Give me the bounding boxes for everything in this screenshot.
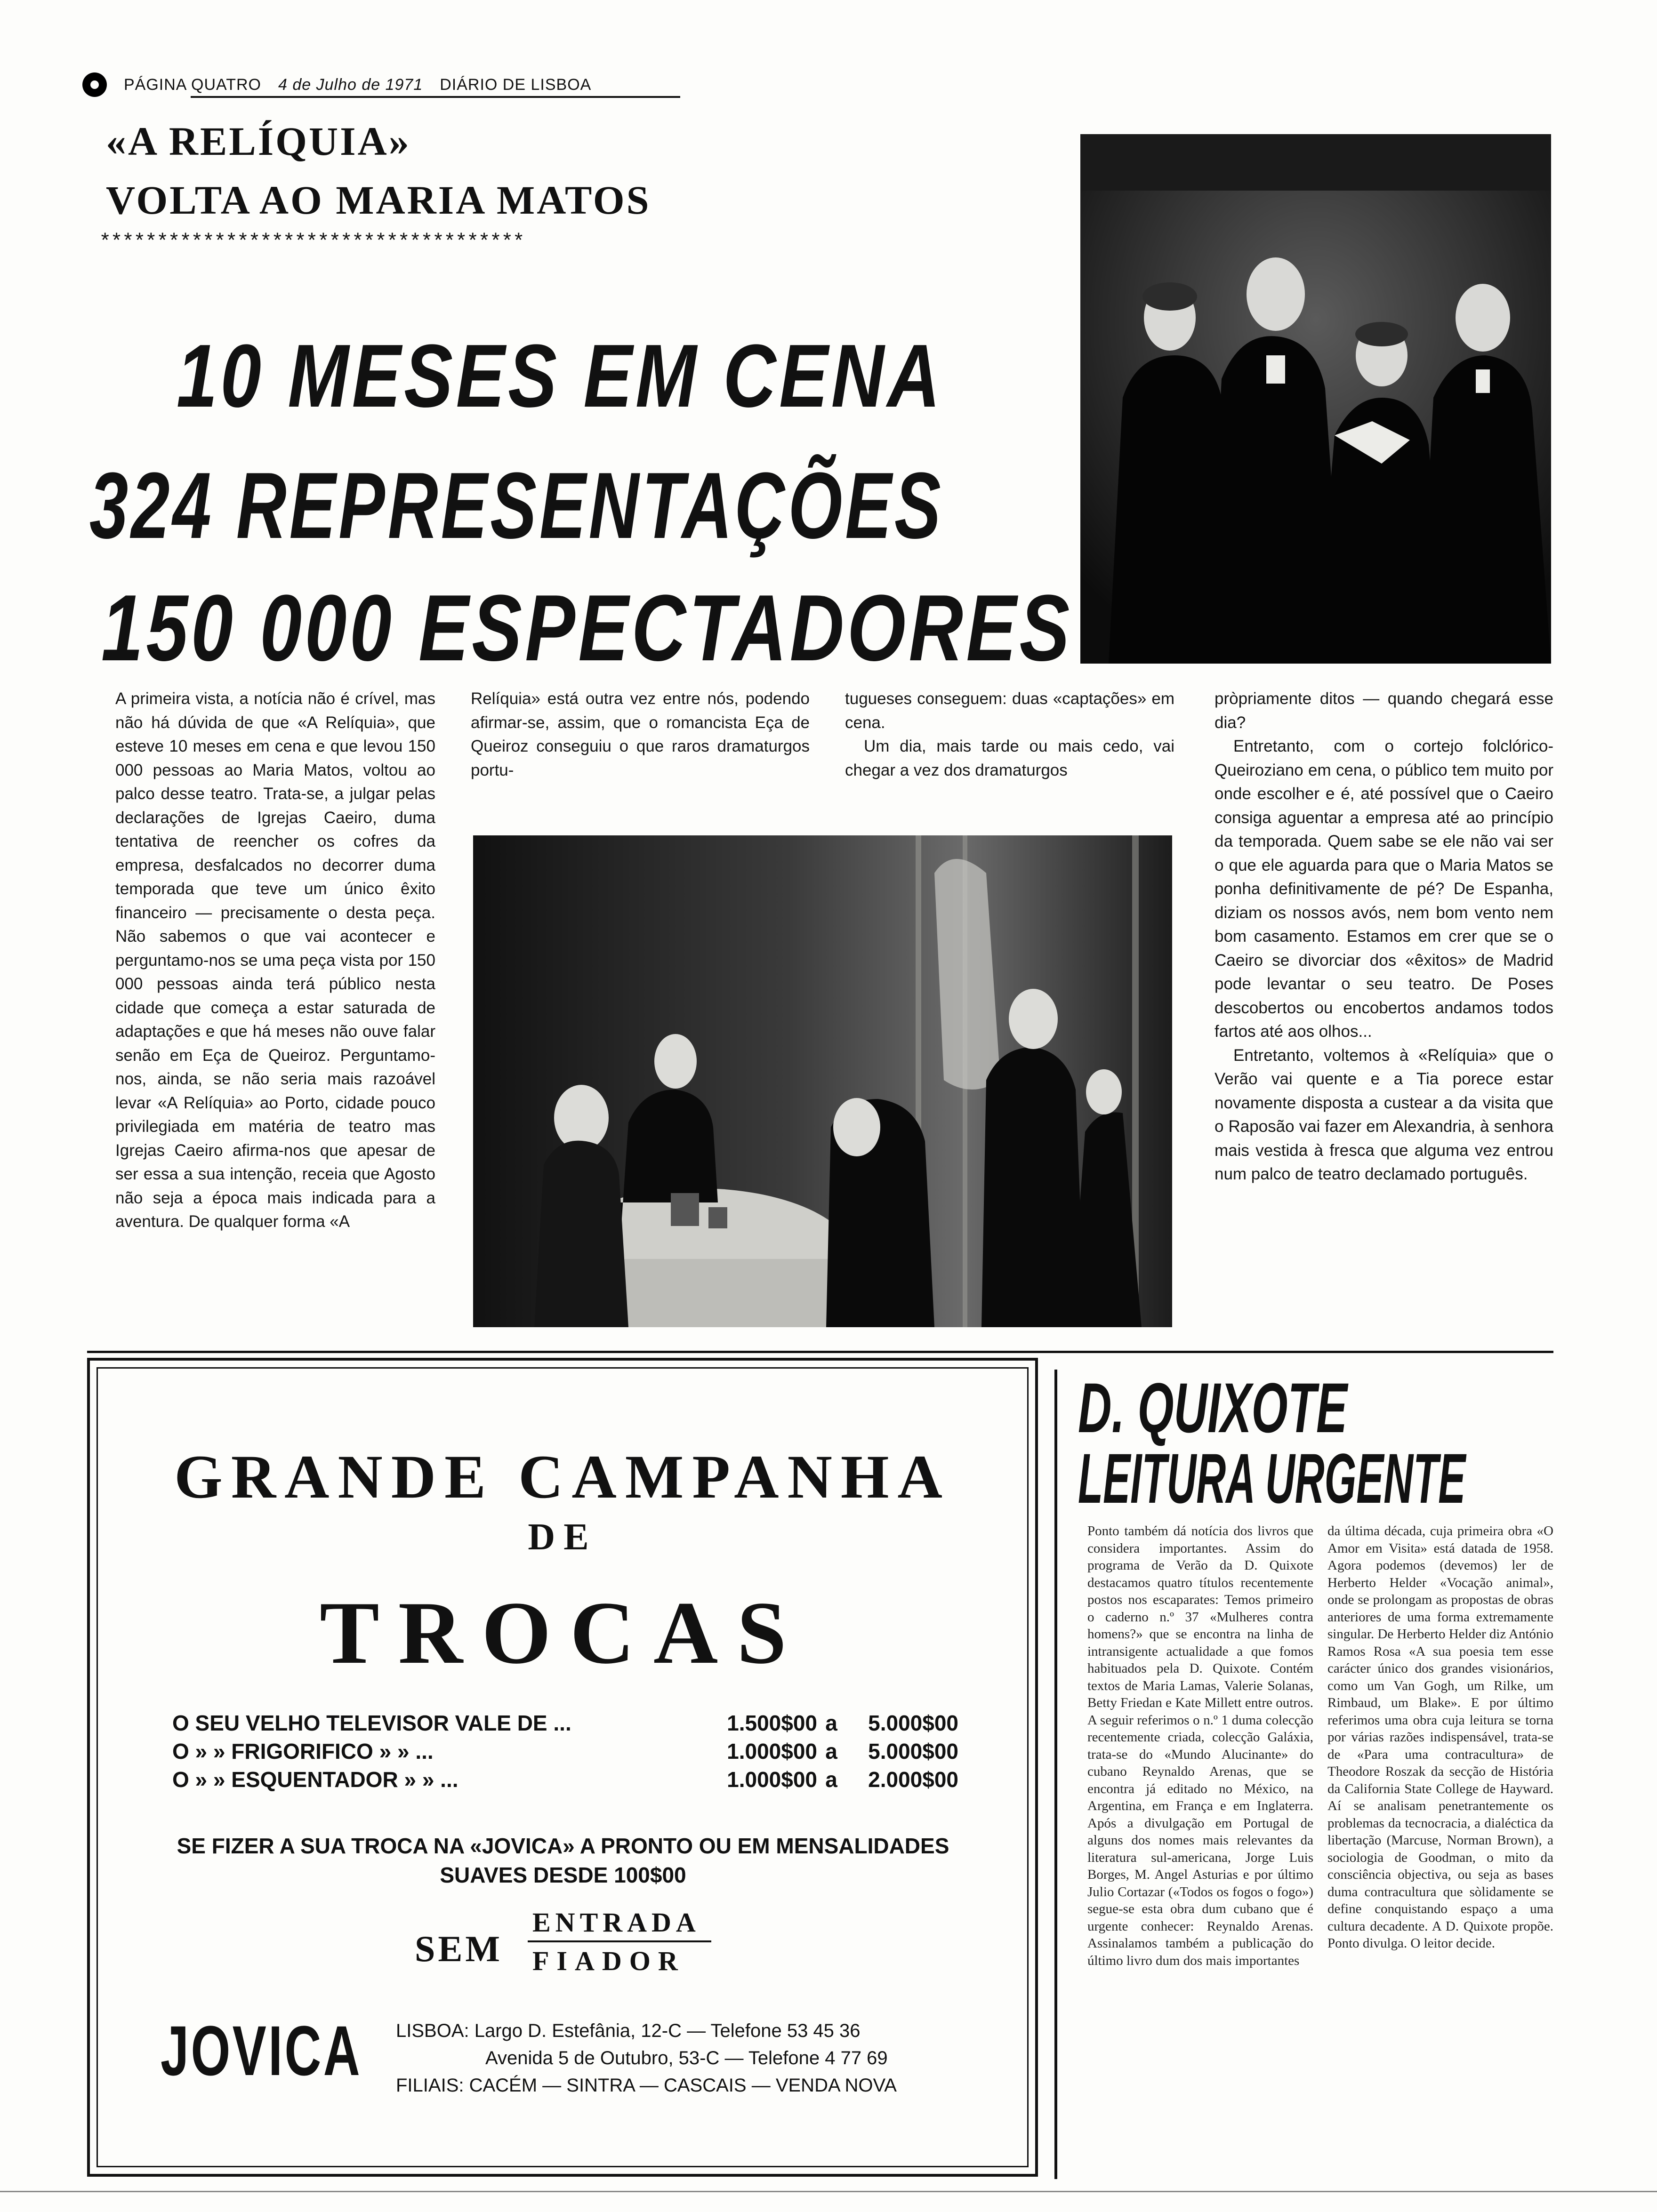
entrada-label: ENTRADA bbox=[532, 1907, 700, 1938]
address-filiais: FILIAIS: CACÉM — SINTRA — CASCAIS — VENDA NOVA bbox=[396, 2075, 897, 2096]
price-from: 1.000$00 bbox=[727, 1739, 817, 1763]
price-row bbox=[172, 1709, 973, 1737]
price-row bbox=[172, 1737, 973, 1765]
article-column-3 bbox=[845, 687, 1174, 782]
price-to: 5.000$00 bbox=[868, 1711, 958, 1735]
fraction-bar bbox=[528, 1940, 711, 1942]
section-rule bbox=[87, 1351, 1553, 1353]
bullet-icon bbox=[82, 72, 107, 97]
ad-title-line1: GRANDE CAMPANHA bbox=[174, 1442, 951, 1511]
quixote-column-1 bbox=[1087, 1523, 1313, 1969]
price-row bbox=[172, 1765, 973, 1794]
newspaper-name: DIÁRIO DE LISBOA bbox=[440, 75, 592, 94]
price-sep: a bbox=[825, 1767, 837, 1792]
article-paragraph: A primeira vista, a notícia não é crível, mas não há dúvida de que «A Relíquia», que esteve 10 meses em cena e que levou 150 000 pessoas ao Maria Matos, voltou ao palco desse teatro. Trata-se, a julgar pelas declarações de Igrejas Caeiro, duma tentativa de reencher os cofres da empresa, desfalcados no decorrer duma temporada que teve um único êxito financeiro — precisamente o desta peça. Não sabemos o que vai acontecer e perguntamo-nos se uma peça vista por 150 000 pessoas ainda terá público nesta cidade que começa a estar saturada de adaptações e que há meses não ouve falar senão em Eça de Queiroz. Perguntamo-nos, ainda, se não seria mais razoável levar «A Relíquia» ao Porto, cidade pouco privilegiada em matéria de teatro mas Igrejas Caeiro afirma-nos que apesar de ser essa a sua intenção, receia que Agosto não seja a época mais indicada para a aventura. De qualquer forma «A bbox=[115, 689, 435, 1231]
article-title-line2: VOLTA AO MARIA MATOS bbox=[106, 177, 651, 223]
headline-line1: 10 MESES EM CENA bbox=[177, 326, 943, 426]
quixote-headline-2: LEITURA URGENTE bbox=[1078, 1439, 1466, 1518]
column-rule bbox=[1054, 1370, 1057, 2179]
quixote-headline-1: D. QUIXOTE bbox=[1078, 1368, 1348, 1447]
fiador-label: FIADOR bbox=[532, 1946, 685, 1976]
page-header bbox=[82, 71, 680, 99]
article-title-line1: «A RELÍQUIA» bbox=[106, 119, 411, 164]
page-bottom-rule bbox=[0, 2191, 1657, 2192]
ad-payment-note: SE FIZER A SUA TROCA NA «JOVICA» A PRONTO OU EM MENSALIDADES SUAVES DESDE 100$00 bbox=[177, 1834, 949, 1887]
quixote-paragraph: Ponto também dá notícia dos livros que considera importantes. Assim do programa de Verão da D. Quixote destacamos quatro títulos recentemente postos nos escaparates: Temos primeiro o caderno n.º 37 «Mulheres contra homens?» que se encontra na linha de intransigente actualidade a que fomos habituados pela D. Quixote. Contém textos de Maria Lamas, Valerie Solanas, Betty Friedan e Kate Millett entre outros. A seguir referimos o n.º 1 duma colecção recentemente criada, colecção Galáxia, trata-se do «Mundo Alucinante» do cubano Reynaldo Arenas, que se encontra já editado no México, na Argentina, em França e em Inglaterra. Após a divulgação em Portugal de alguns dos nomes mais relevantes da literatura sul-americana, Jorge Luis Borges, M. Angel Asturias e por último Julio Cortazar («Todos os fogos o fogo») segue-se esta obra dum cubano que é urgente conhecer: Reynaldo Arenas. Assinalamos também a publicação do último livro dum dos mais importantes bbox=[1087, 1523, 1313, 1968]
address-lisboa: LISBOA: Largo D. Estefânia, 12-C — Telefone 53 45 36 bbox=[396, 2020, 861, 2041]
middle-photo bbox=[473, 835, 1172, 1327]
price-sep: a bbox=[825, 1711, 837, 1735]
sem-entrada-fiador bbox=[415, 1907, 716, 1982]
article-paragraph: Relíquia» está outra vez entre nós, podendo afirmar-se, assim, que o romancista Eça de Queiroz conseguiu o que raros dramaturgos portu- bbox=[471, 689, 810, 779]
jovica-logo: JOVICA bbox=[161, 2011, 362, 2090]
headline-line3: 150 000 ESPECTADORES bbox=[101, 576, 1073, 681]
ad-title-line2: DE bbox=[528, 1516, 597, 1558]
jovica-advertisement bbox=[87, 1358, 1038, 2177]
star-divider: ************************************* bbox=[99, 231, 524, 254]
price-from: 1.500$00 bbox=[727, 1711, 817, 1735]
issue-date: 4 de Julho de 1971 bbox=[278, 75, 423, 94]
sem-label: SEM bbox=[415, 1928, 503, 1969]
article-paragraph: Entretanto, voltemos à «Relíquia» que o Verão vai quente e a Tia porece estar novamente disposta a custear a da visita que o Raposão vai fazer em Alexandria, à senhora mais vestida à fresca que alguma vez entrou num palco de teatro declamado português. bbox=[1215, 1046, 1553, 1183]
quixote-paragraph: da última década, cuja primeira obra «O Amor em Visita» está datada de 1958. Agora podemos (devemos) ler de Herberto Helder «Vocação animal», onde se prolongam as propostas de obras anteriores de uma forma extremamente singular. De Herberto Helder diz António Ramos Rosa «A sua poesia tem esse carácter único dos grandes visionários, como um Van Gogh, um Rilke, um Rimbaud, um Blake». E por último referimos uma obra cuja leitura se torna por várias razões indispensável, trata-se de «Para uma contracultura» de Theodore Roszak da secção de História da California State College de Hayward. Aí se analisam penetrantemente os problemas da tecnocracia, a dialéctica da libertação (Marcuse, Norman Brown), a sociologia de Goodman, o mito da consciência objectiva, ou seja as bases duma contracultura que sòlidamente se define conquistando espaço a uma cultura decadente. A D. Quixote propõe. Ponto divulga. O leitor decide. bbox=[1327, 1523, 1553, 1951]
quixote-column-2 bbox=[1327, 1523, 1553, 1952]
article-paragraph: Entretanto, com o cortejo folclórico-Queiroziano em cena, o público tem muito por onde escolher e é, até possível que o Caeiro consiga aguentar a empresa até ao princípio da temporada. Quem sabe se ele não vai ser o que ele aguarda para que o Maria Matos se ponha definitivamente de pé? De Espanha, diziam os nossos avós, nem bom vento nem bom casamento. Estamos em crer que se o Caeiro se divorciar dos «êxitos» de Madrid pode levantar o seu teatro. De Poses descobertos ou encobertos andamos todos fartos até aos olhos... bbox=[1215, 737, 1553, 1041]
price-to: 5.000$00 bbox=[868, 1739, 958, 1763]
top-photo bbox=[1080, 134, 1551, 664]
article-paragraph: tugueses conseguem: duas «captações» em cena. bbox=[845, 689, 1174, 732]
article-column-1 bbox=[115, 687, 435, 1234]
trade-in-price-list bbox=[172, 1709, 973, 1794]
stage-cast-illustration bbox=[1080, 134, 1551, 664]
ad-addresses bbox=[396, 2017, 1008, 2099]
page-number: PÁGINA QUATRO bbox=[124, 75, 261, 94]
price-item: O » » ESQUENTADOR » » ... bbox=[172, 1767, 458, 1792]
address-avenida: Avenida 5 de Outubro, 53-C — Telefone 4 77 69 bbox=[485, 2048, 888, 2068]
article-paragraph: pròpriamente ditos — quando chegará esse dia? bbox=[1215, 689, 1553, 732]
article-column-4 bbox=[1215, 687, 1553, 1186]
header-rule bbox=[191, 96, 680, 98]
price-sep: a bbox=[825, 1739, 837, 1763]
price-item: O SEU VELHO TELEVISOR VALE DE ... bbox=[172, 1711, 571, 1735]
price-from: 1.000$00 bbox=[727, 1767, 817, 1792]
price-to: 2.000$00 bbox=[868, 1767, 958, 1792]
stage-table-illustration bbox=[473, 835, 1172, 1327]
article-paragraph: Um dia, mais tarde ou mais cedo, vai chegar a vez dos dramaturgos bbox=[845, 737, 1174, 779]
price-item: O » » FRIGORIFICO » » ... bbox=[172, 1739, 434, 1763]
ad-title-line3: TROCAS bbox=[320, 1584, 805, 1683]
article-column-2 bbox=[471, 687, 810, 782]
headline-line2: 324 REPRESENTAÇÕES bbox=[89, 453, 944, 558]
